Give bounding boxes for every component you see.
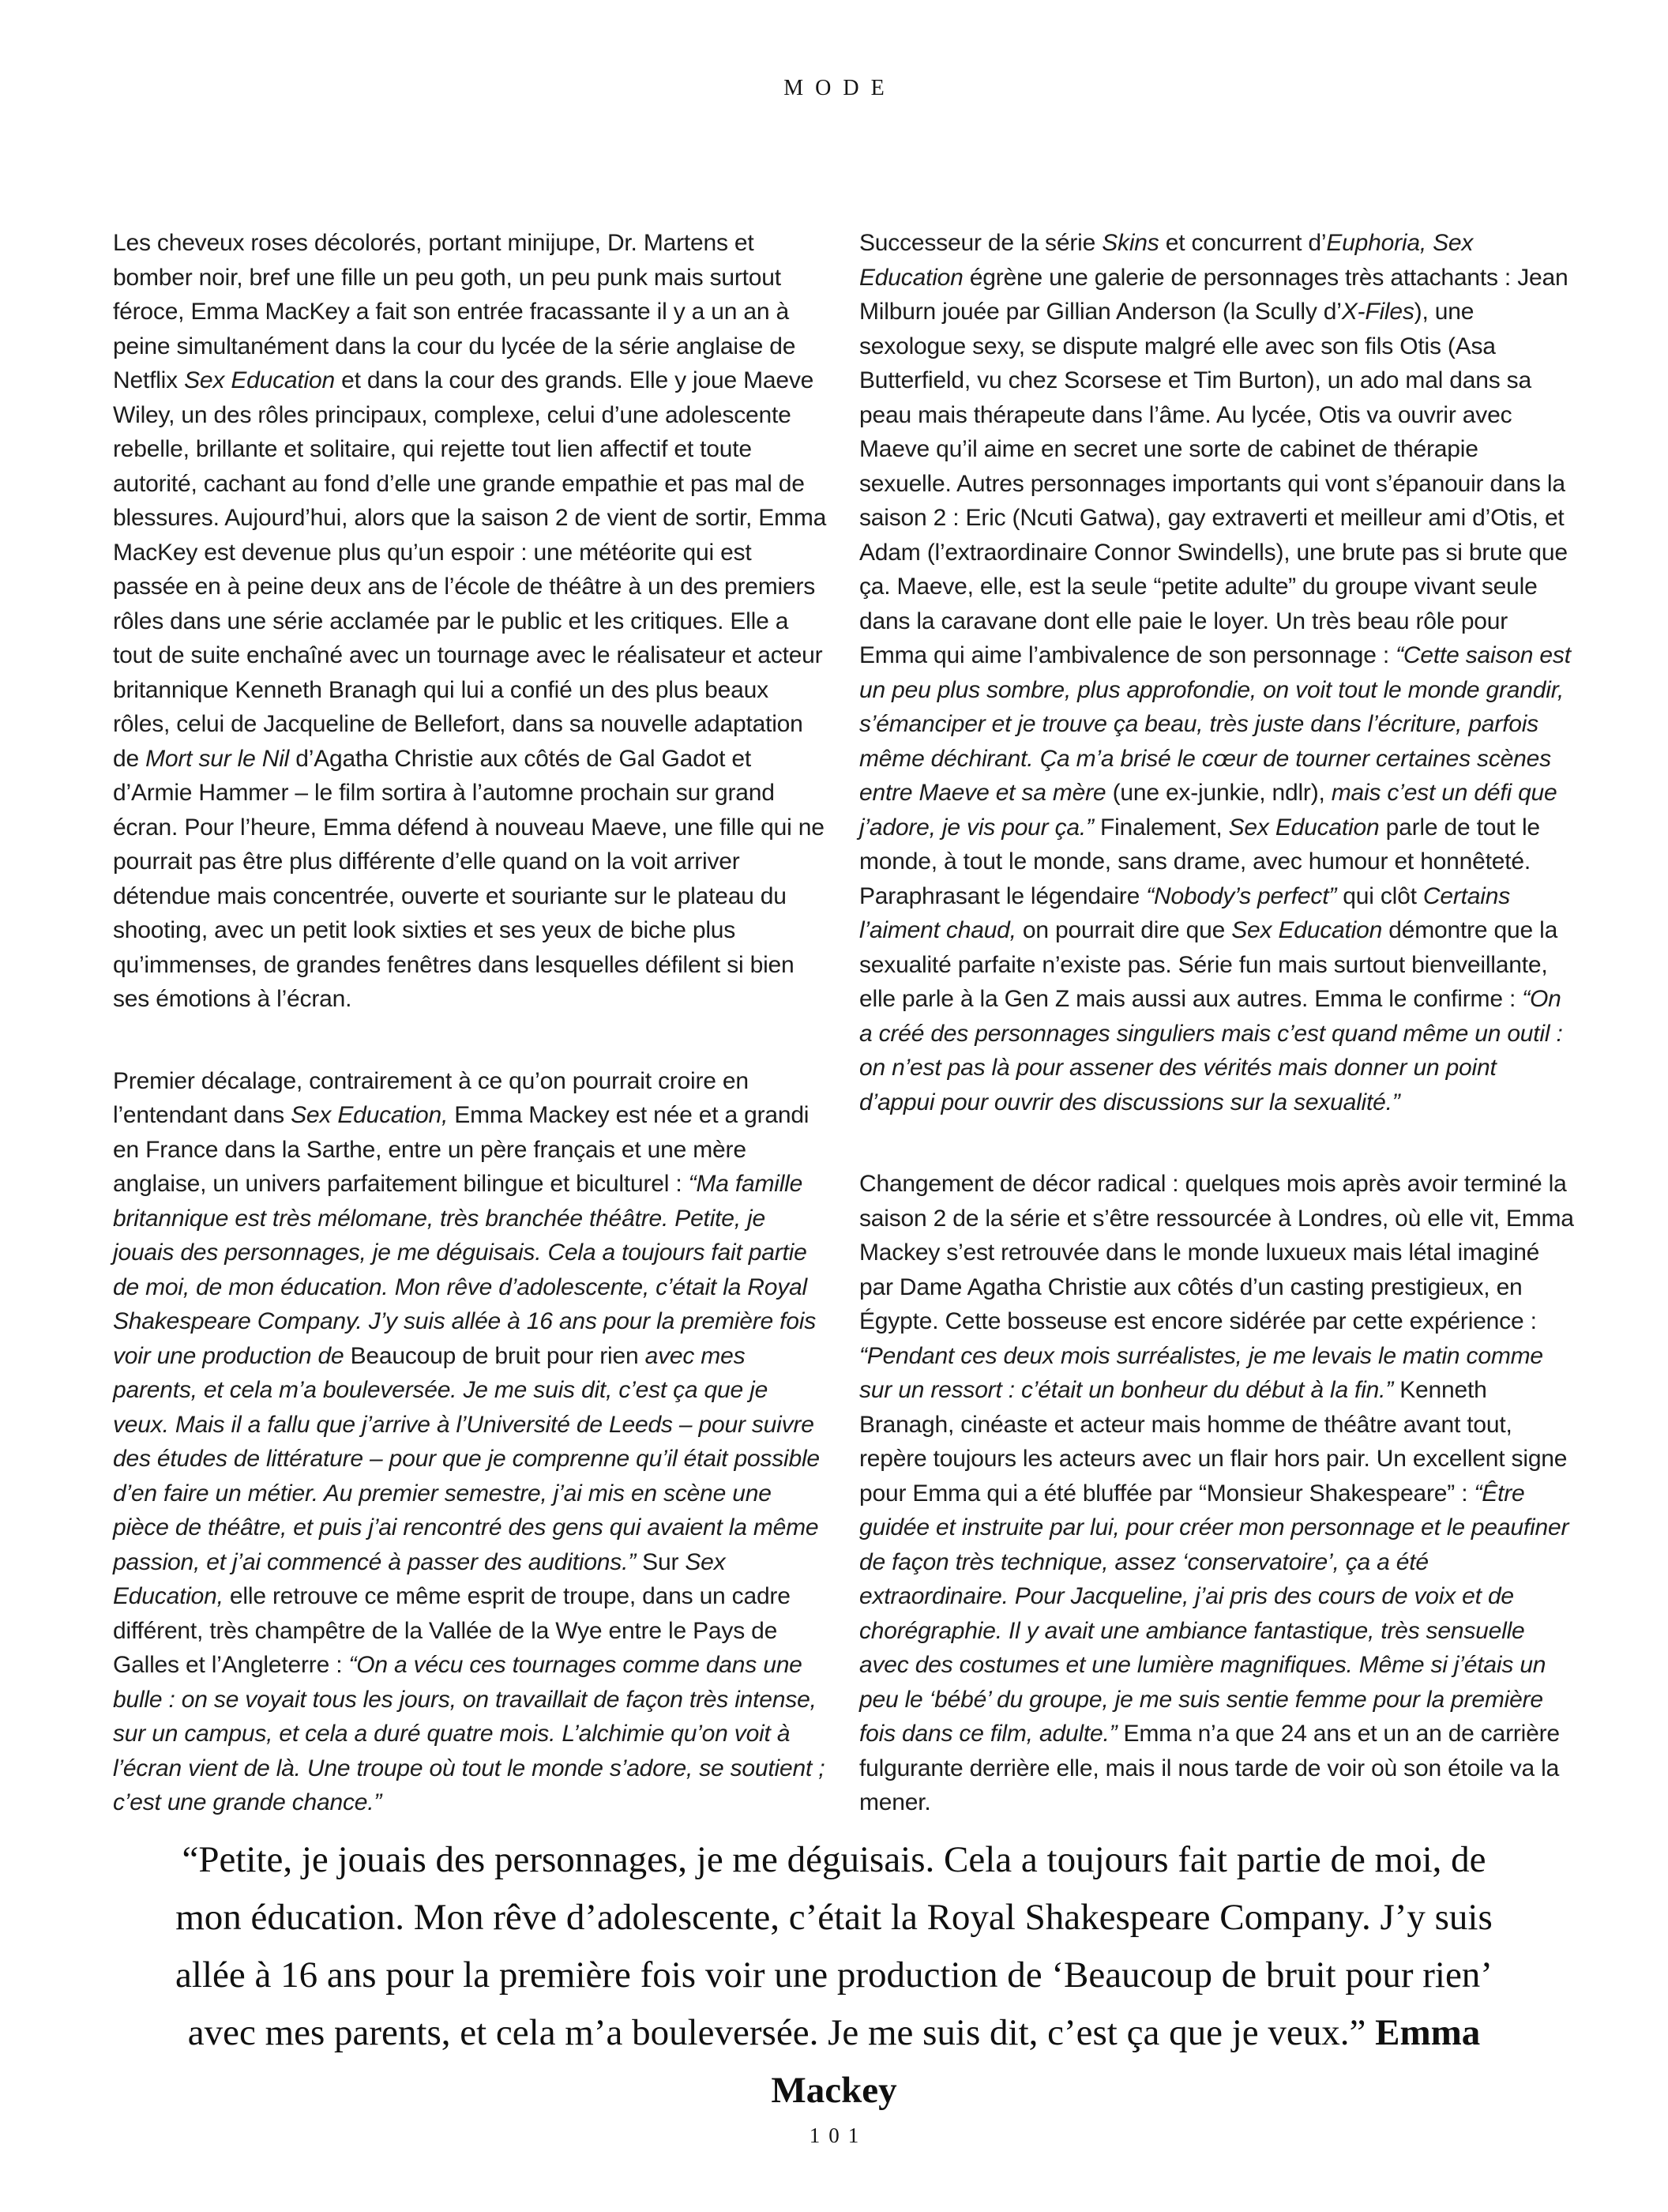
article-column-right [859,226,1574,1820]
section-rubric: MODE [783,76,896,100]
article-paragraph: Changement de décor radical : quelques mois après avoir terminé la saison 2 de la série et s’être ressourcée à Londres, où elle vit, Emma Mackey s’est retrouvée dans le monde luxueux mais létal imaginé par Dame Agatha Christie aux côtés d’un casting prestigieux, en Égypte. Cette bosseuse est encore sidérée par cette expérience : “Pendant ces deux mois surréalistes, je me levais le matin comme sur un ressort : c’était un bonheur du début à la fin.” Kenneth Branagh, cinéaste et acteur mais homme de théâtre avant tout, repère toujours les acteurs avec un flair hors pair. Un excellent signe pour Emma qui a été bluffée par “Monsieur Shakespeare” : “Être guidée et instruite par lui, pour créer mon personnage et le peaufiner de façon très technique, assez ‘conservatoire’, ça a été extraordinaire. Pour Jacqueline, j’ai pris des cours de voix et de chorégraphie. Il y avait une ambiance fantastique, très sensuelle avec des costumes et une lumière magnifiques. Même si j’étais un peu le ‘bébé’ du groupe, je me suis sentie femme pour la première fois dans ce film, adulte.” Emma n’a que 24 ans et un an de carrière fulgurante derrière elle, mais il nous tarde de voir où son étoile va la mener. [859,1171,1574,1815]
article-body [113,226,1574,1820]
article-paragraph: Les cheveux roses décolorés, portant minijupe, Dr. Martens et bomber noir, bref une fille un peu goth, un peu punk mais surtout féroce, Emma MacKey a fait son entrée fracassante il y a un an à peine simultanément dans la cour du lycée de la série anglaise de Netflix Sex Education et dans la cour des grands. Elle y joue Maeve Wiley, un des rôles principaux, complexe, celui d’une adolescente rebelle, brillante et solitaire, qui rejette tout lien affectif et toute autorité, cachant au fond d’elle une grande empathie et pas mal de blessures. Aujourd’hui, alors que la saison 2 de vient de sortir, Emma MacKey est devenue plus qu’un espoir : une météorite qui est passée en à peine deux ans de l’école de théâtre à un des premiers rôles dans une série acclamée par le public et les critiques. Elle a tout de suite enchaîné avec un tournage avec le réalisateur et acteur britannique Kenneth Branagh qui lui a confié un des plus beaux rôles, celui de Jacqueline de Bellefort, dans sa nouvelle adaptation de Mort sur le Nil d’Agatha Christie aux côtés de Gal Gadot et d’Armie Hammer – le film sortira à l’automne prochain sur grand écran. Pour l’heure, Emma défend à nouveau Maeve, une fille qui ne pourrait pas être plus différente d’elle quand on la voit arriver détendue mais concentrée, ouverte et souriante sur le plateau du shooting, avec un petit look sixties et ses yeux de biche plus qu’immenses, de grandes fenêtres dans lesquelles défilent si bien ses émotions à l’écran. [113,230,827,1012]
article-paragraph: Successeur de la série Skins et concurrent d’Euphoria, Sex Education égrène une galerie de personnages très attachants : Jean Milburn jouée par Gillian Anderson (la Scully d’X-Files), une sexologue sexy, se dispute malgré elle avec son fils Otis (Asa Butterfield, vu chez Scorsese et Tim Burton), un ado mal dans sa peau mais thérapeute dans l’âme. Au lycée, Otis va ouvrir avec Maeve qu’il aime en secret une sorte de cabinet de thérapie sexuelle. Autres personnages importants qui vont s’épanouir dans la saison 2 : Eric (Ncuti Gatwa), gay extraverti et meilleur ami d’Otis, et Adam (l’extraordinaire Connor Swindells), une brute pas si brute que ça. Maeve, elle, est la seule “petite adulte” du groupe vivant seule dans la caravane dont elle paie le loyer. Un très beau rôle pour Emma qui aime l’ambivalence de son personnage : “Cette saison est un peu plus sombre, plus approfondie, on voit tout le monde grandir, s’émanciper et je trouve ça beau, très juste dans l’écriture, parfois même déchirant. Ça m’a brisé le cœur de tourner certaines scènes entre Maeve et sa mère (une ex-junkie, ndlr), mais c’est un défi que j’adore, je vis pour ça.” Finalement, Sex Education parle de tout le monde, à tout le monde, sans drame, avec humour et honnêteté. Paraphrasant le légendaire “Nobody’s perfect” qui clôt Certains l’aiment chaud, on pourrait dire que Sex Education démontre que la sexualité parfaite n’existe pas. Série fun mais surtout bienveillante, elle parle à la Gen Z mais aussi aux autres. Emma le confirme : “On a créé des personnages singuliers mais c’est quand même un outil : on n’est pas là pour assener des vérités mais donner un point d’appui pour ouvrir des discussions sur la sexualité.” [859,230,1571,1115]
article-column-left [113,226,828,1820]
article-paragraph: Premier décalage, contrairement à ce qu’on pourrait croire en l’entendant dans Sex Education, Emma Mackey est née et a grandi en France dans la Sarthe, entre un père français et une mère anglaise, un univers parfaitement bilingue et biculturel : “Ma famille britannique est très mélomane, très branchée théâtre. Petite, je jouais des personnages, je me déguisais. Cela a toujours fait partie de moi, de mon éducation. Mon rêve d’adolescente, c’était la Royal Shakespeare Company. J’y suis allée à 16 ans pour la première fois voir une production de Beaucoup de bruit pour rien avec mes parents, et cela m’a bouleversée. Je me suis dit, c’est ça que je veux. Mais il a fallu que j’arrive à l’Université de Leeds – pour suivre des études de littérature – pour que je comprenne qu’il était possible d’en faire un métier. Au premier semestre, j’ai mis en scène une pièce de théâtre, et puis j’ai rencontré des gens qui avaient la même passion, et j’ai commencé à passer des auditions.” Sur Sex Education, elle retrouve ce même esprit de troupe, dans un cadre différent, très champêtre de la Vallée de la Wye entre le Pays de Galles et l’Angleterre : “On a vécu ces tournages comme dans une bulle : on se voyait tous les jours, on travaillait de façon très intense, sur un campus, et cela a duré quatre mois. L’alchimie qu’on voit à l’écran vient de là. Une troupe où tout le monde s’adore, se soutient ; c’est une grande chance.” [113,1067,825,1815]
page-number: 101 [809,2124,868,2147]
pull-quote: “Petite, je jouais des personnages, je me déguisais. Cela a toujours fait partie de moi, de mon éducation. Mon rêve d’adolescente, c’était la Royal Shakespeare Company. J’y suis allée à 16 ans pour la première fois voir une production de ‘Beaucoup de bruit pour rien’ avec mes parents, et cela m’a bouleversée. Je me suis dit, c’est ça que je veux.” Emma Mackey [175,1839,1493,2111]
